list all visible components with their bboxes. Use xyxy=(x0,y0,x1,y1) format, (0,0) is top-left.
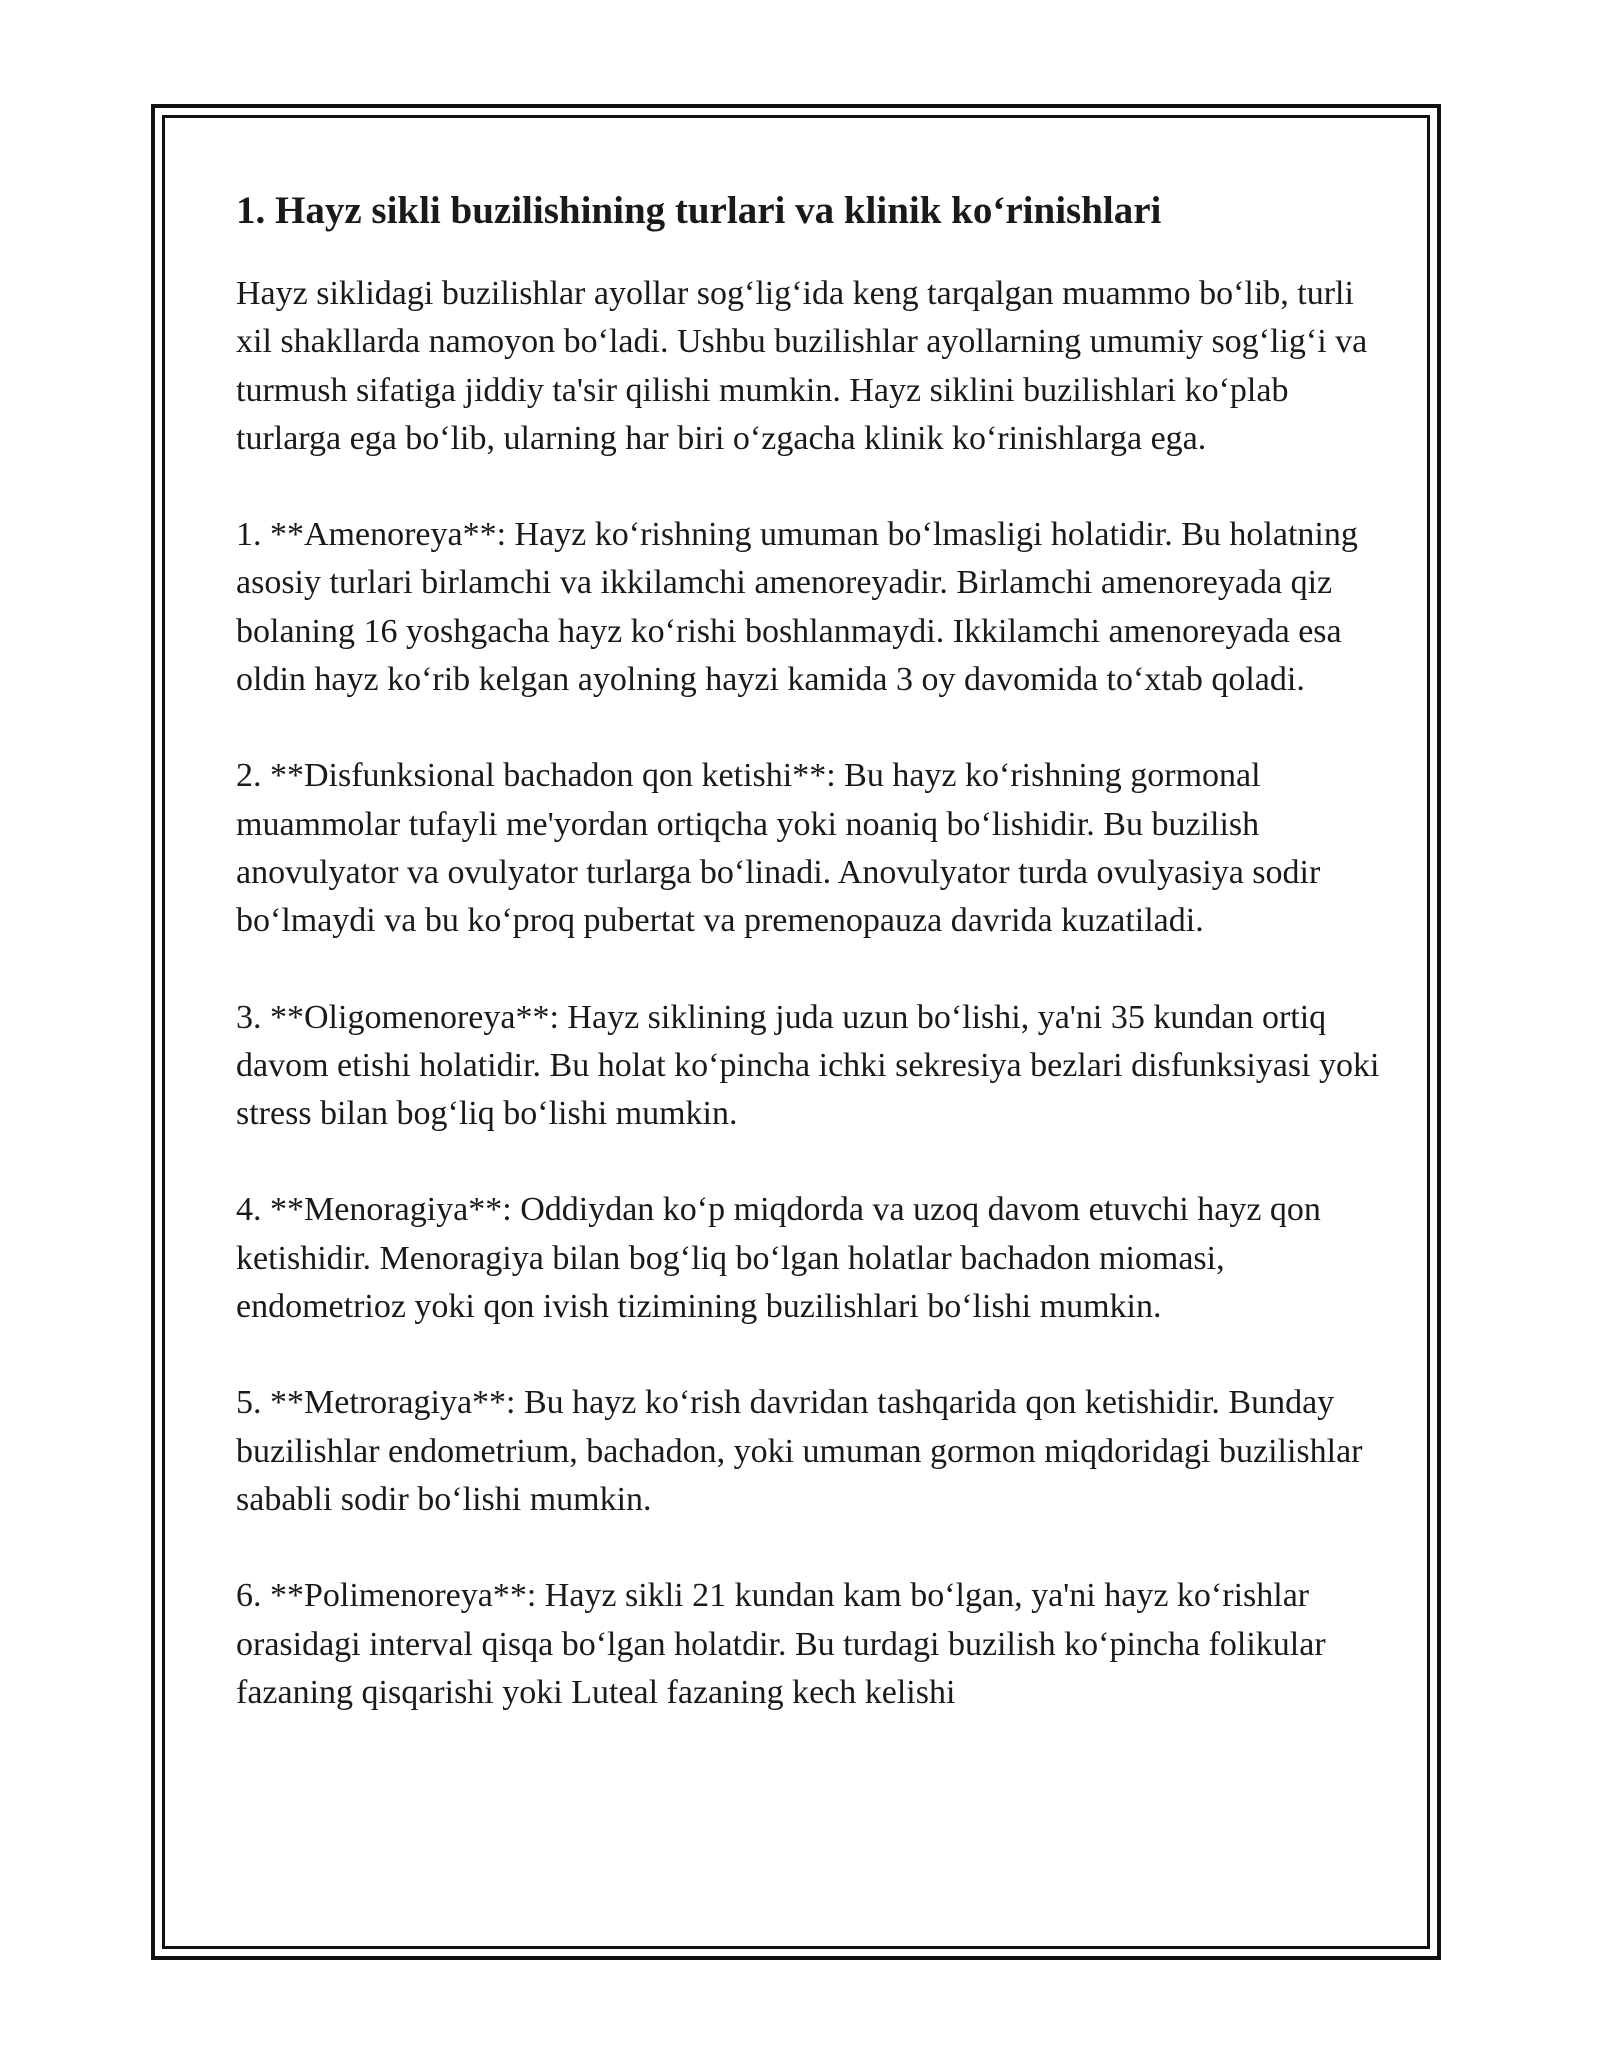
intro-paragraph: Hayz siklidagi buzilishlar ayollar sog‘lig‘ida keng tarqalgan muammo bo‘lib, turli xil shakllarda namoyon bo‘ladi. Ushbu buzilishlar ayollarning umumiy sog‘lig‘i va turmush sifatiga jiddiy ta'sir qilishi mumkin. Hayz siklini buzilishlari ko‘plab turlarga ega bo‘lib, ularning har biri o‘zgacha klinik ko‘rinishlarga ega. xyxy=(236,275,1368,457)
list-item-amenoreya: 1. **Amenoreya**: Hayz ko‘rishning umuman bo‘lmasligi holatidir. Bu holatning asosiy turlari birlamchi va ikkilamchi amenoreyadir. Birlamchi amenoreyada qiz bolaning 16 yoshgacha hayz ko‘rishi boshlanmaydi. Ikkilamchi amenoreyada esa oldin hayz ko‘rib kelgan ayolning hayzi kamida 3 oy davomida to‘xtab qoladi. xyxy=(236,516,1358,699)
list-item-metroragiya: 5. **Metroragiya**: Bu hayz ko‘rish davridan tashqarida qon ketishidir. Bunday buzilishlar endometrium, bachadon, yoki umuman gormon miqdoridagi buzilishlar sababli sodir bo‘lishi mumkin. xyxy=(236,1384,1363,1518)
list-item-polimenoreya: 6. **Polimenoreya**: Hayz sikli 21 kundan kam bo‘lgan, ya'ni hayz ko‘rishlar orasidagi interval qisqa bo‘lgan holatdir. Bu turdagi buzilish ko‘pincha folikular fazaning qisqarishi yoki Luteal fazaning kech kelishi xyxy=(236,1577,1326,1711)
list-item-oligomenoreya: 3. **Oligomenoreya**: Hayz siklining juda uzun bo‘lishi, ya'ni 35 kundan ortiq davom etishi holatidir. Bu holat ko‘pincha ichki sekresiya bezlari disfunksiyasi yoki stress bilan bog‘liq bo‘lishi mumkin. xyxy=(236,998,1380,1133)
list-item-disfunksional: 2. **Disfunksional bachadon qon ketishi**: Bu hayz ko‘rishning gormonal muammolar tufayli me'yordan ortiqcha yoki noaniq bo‘lishidir. Bu buzilish anovulyator va ovulyator turlarga bo‘linadi. Anovulyator turda ovulyasiya sodir bo‘lmaydi va bu ko‘proq pubertat va premenopauza davrida kuzatiladi. xyxy=(236,757,1321,940)
list-item-menoragiya: 4. **Menoragiya**: Oddiydan ko‘p miqdorda va uzoq davom etuvchi hayz qon ketishidir. Menoragiya bilan bog‘liq bo‘lgan holatlar bachadon miomasi, endometrioz yoki qon ivish tizimining buzilishlari bo‘lishi mumkin. xyxy=(236,1191,1321,1326)
section-heading: 1. Hayz sikli buzilishining turlari va klinik ko‘rinishlari xyxy=(236,189,1162,232)
document-body xyxy=(236,186,1396,1765)
